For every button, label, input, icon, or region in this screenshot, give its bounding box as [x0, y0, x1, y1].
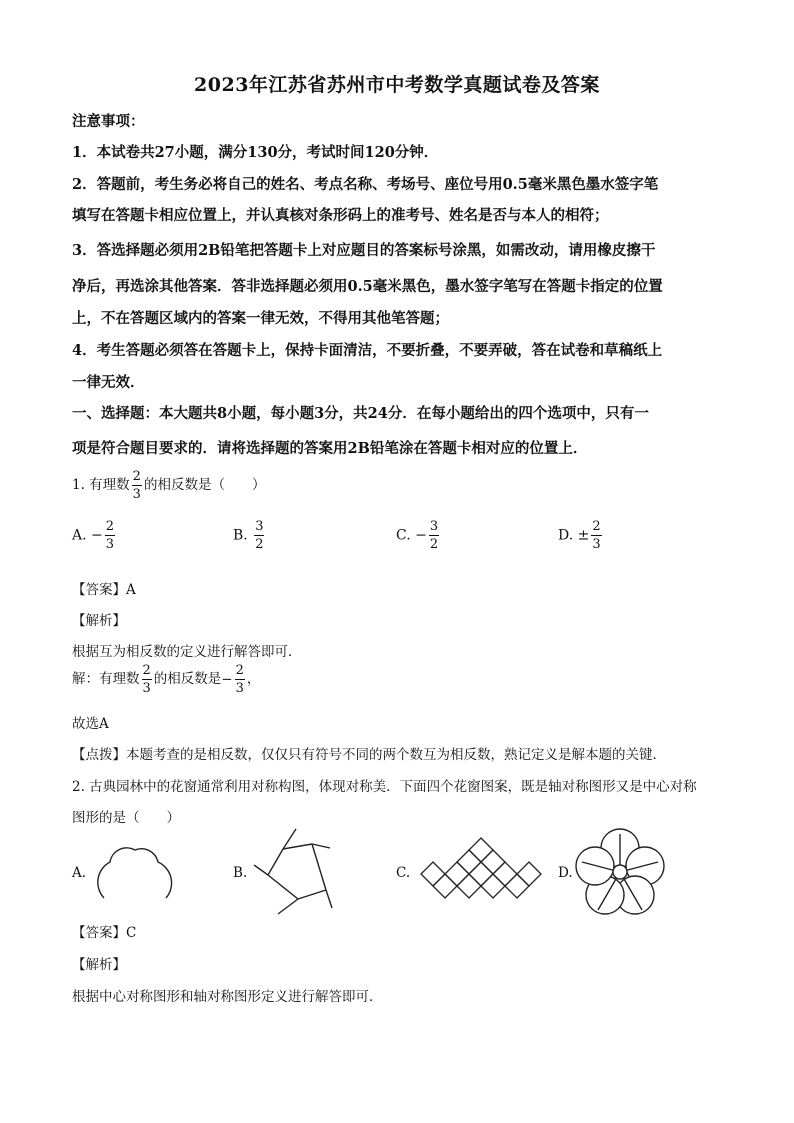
answer: 【答案】A [72, 582, 136, 598]
comment-text: 【点拨】本题考查的是相反数，仅仅只有符号不同的两个数互为相反数，熟记定义是解本题的关键． [72, 747, 666, 763]
notice-item: 净后，再选涂其他答案．答非选择题必须用0.5毫米黑色，墨水签字笔写在答题卡指定的位置 [72, 278, 663, 295]
notice-heading: 注意事项： [72, 113, 145, 130]
option-b-label: B. [233, 865, 248, 881]
notice-item: 1．本试卷共27小题，满分130分，考试时间120分钟． [72, 144, 439, 161]
section-heading: 一、选择题：本大题共8小题，每小题3分，共24分．在每小题给出的四个选项中，只有一 [72, 405, 649, 422]
section-instruction: 项是符合题目要求的．请将选择题的答案用2B铅笔涂在答题卡相对应的位置上． [72, 440, 588, 457]
notice-item: 2．答题前，考生务必将自己的姓名、考点名称、考场号、座位号用0.5毫米黑色墨水签字笔 [72, 176, 659, 193]
fraction: $\frac{2}{3}$ [132, 469, 141, 502]
notice-item: 3．答选择题必须用2B铅笔把答题卡上对应题目的答案标号涂黑，如需改动，请用橡皮擦干 [72, 242, 656, 259]
plum-blossom-window-figure [574, 826, 666, 916]
analysis-text: 根据互为相反数的定义进行解答即可． [72, 644, 302, 660]
option-a: A. − $\frac{2}{3}$ [72, 519, 115, 552]
choose-text: 故选A [72, 716, 109, 732]
option-c-label: C. [396, 865, 411, 881]
notice-item: 填写在答题卡相应位置上，并认真核对条形码上的准考号、姓名是否与本人的相符； [72, 207, 609, 224]
notice-item: 上，不在答题区域内的答案一律无效，不得用其他笔答题； [72, 310, 449, 327]
cloud-window-figure [88, 840, 184, 902]
option-c: C. − $\frac{3}{2}$ [396, 519, 439, 552]
pinwheel-window-figure [250, 826, 340, 918]
question-2-stem: 2. 古典园林中的花窗通常利用对称构图，体现对称美．下面四个花窗图案，既是轴对称图形又是中心对称 [72, 779, 697, 795]
option-a-label: A. [72, 865, 87, 881]
analysis-label: 【解析】 [72, 957, 126, 973]
option-b: B. $\frac{3}{2}$ [233, 519, 264, 552]
analysis-text: 根据中心对称图形和轴对称图形定义进行解答即可． [72, 989, 383, 1005]
question-2-stem-cont: 图形的是（ ） [72, 810, 180, 826]
lattice-window-figure [417, 836, 545, 904]
solution: 解：有理数 $\frac{2}{3}$ 的相反数是− $\frac{2}{3}$ ， [72, 663, 261, 696]
question-1-stem: 1. 有理数 $\frac{2}{3}$ 的相反数是（ ） [72, 469, 266, 502]
page-title: 2023年江苏省苏州市中考数学真题试卷及答案 [194, 74, 600, 96]
option-d: D. ± $\frac{2}{3}$ [558, 519, 601, 552]
answer: 【答案】C [72, 925, 137, 941]
option-d-label: D. [558, 865, 573, 881]
analysis-label: 【解析】 [72, 613, 126, 629]
notice-item: 4．考生答题必须答在答题卡上，保持卡面清洁，不要折叠，不要弄破，答在试卷和草稿纸上 [72, 342, 663, 359]
notice-item: 一律无效． [72, 374, 145, 391]
